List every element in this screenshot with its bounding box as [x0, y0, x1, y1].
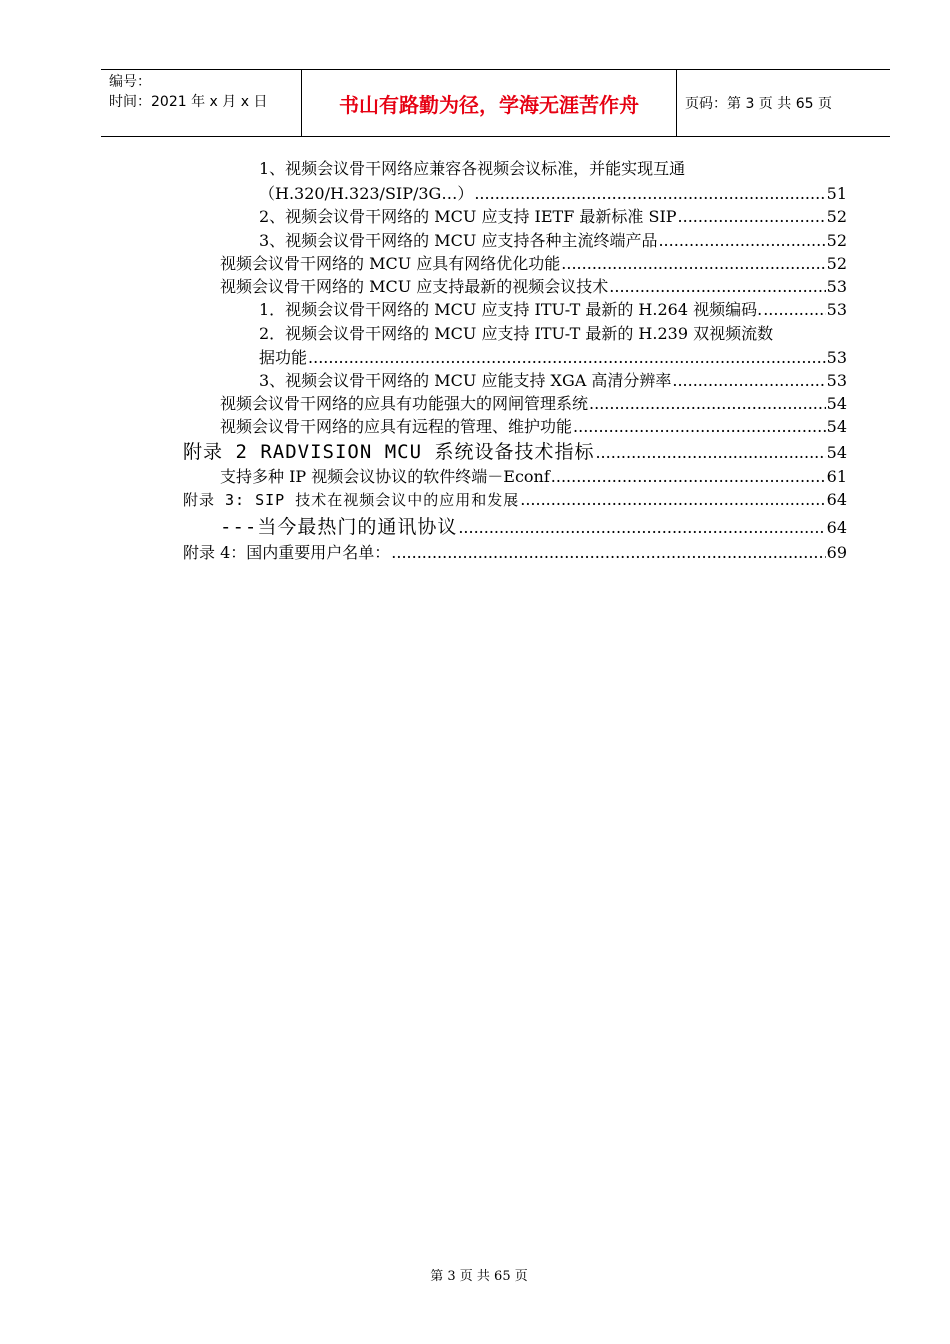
toc-entry-title: 1．视频会议骨干网络的 MCU 应支持 ITU-T 最新的 H.264 视频编码. — [259, 300, 763, 319]
footer-page-text: 第 3 页 共 65 页 — [430, 1269, 528, 1284]
toc-entry-title: 2、视频会议骨干网络的 MCU 应支持 IETF 最新标准 SIP — [259, 207, 677, 226]
toc-entry[interactable] — [259, 322, 847, 346]
toc-entry-title: 视频会议骨干网络的 MCU 应具有网络优化功能 — [220, 254, 561, 273]
page-header — [101, 69, 890, 137]
toc-entry-title: 视频会议骨干网络的 MCU 应支持最新的视频会议技术 — [220, 277, 609, 296]
toc-page-number: 53 — [826, 371, 847, 390]
toc-entry-title: 附录 3: SIP 技术在视频会议中的应用和发展 — [183, 491, 520, 509]
toc-leader-dots — [595, 441, 825, 465]
toc-page-number: 53 — [826, 348, 847, 367]
toc-entry-title: 附录 4：国内重要用户名单： — [183, 543, 391, 562]
toc-entry-title: 附录 2 RADVISION MCU 系统设备技术指标 — [183, 441, 595, 463]
toc-page-number: 53 — [826, 277, 847, 296]
toc-leader-dots — [672, 369, 825, 393]
toc-leader-dots — [551, 465, 826, 489]
toc-entry-title: 支持多种 IP 视频会议协议的软件终端－Econf — [220, 467, 550, 486]
toc-leader-dots — [589, 392, 826, 416]
toc-leader-dots — [763, 298, 825, 322]
toc-page-number: 54 — [826, 443, 847, 462]
toc-entry-title-continued: 据功能 — [259, 348, 308, 367]
toc-page-number: 52 — [826, 254, 847, 273]
toc-leader-dots — [474, 182, 825, 206]
toc-page-number: 53 — [826, 300, 847, 319]
toc-entry[interactable] — [259, 369, 847, 393]
toc-entry-title: 视频会议骨干网络的应具有功能强大的网闸管理系统 — [220, 394, 589, 413]
toc-entry-title: 1、视频会议骨干网络应兼容各视频会议标准，并能实现互通 — [259, 159, 686, 178]
toc-leader-dots — [561, 252, 825, 276]
toc-entry-title: 3、视频会议骨干网络的 MCU 应能支持 XGA 高清分辨率 — [259, 371, 672, 390]
toc-leader-dots — [658, 229, 825, 253]
toc-entry-title: ---当今最热门的通讯协议 — [220, 516, 458, 538]
toc-entry-title-continued: （H.320/H.323/SIP/3G…） — [259, 184, 474, 203]
toc-entry[interactable] — [183, 541, 847, 565]
toc-entry[interactable] — [259, 157, 769, 181]
time-label: 时间：2021 年 x 月 x 日 — [109, 94, 268, 110]
header-motto: 书山有路勤为径，学海无涯苦作舟 — [301, 70, 677, 136]
toc-entry[interactable] — [259, 229, 847, 253]
toc-entry[interactable] — [220, 252, 847, 276]
toc-leader-dots — [678, 205, 826, 229]
toc-page-number: 69 — [826, 543, 847, 562]
toc-leader-dots — [573, 415, 826, 439]
toc-leader-dots — [458, 516, 825, 540]
toc-page-number: 52 — [826, 231, 847, 250]
toc-entry[interactable] — [220, 465, 847, 489]
toc-entry[interactable] — [220, 515, 847, 539]
toc-entry[interactable] — [220, 392, 847, 416]
toc-entry-title: 2．视频会议骨干网络的 MCU 应支持 ITU-T 最新的 H.239 双视频流数 — [259, 324, 774, 343]
toc-page-number: 52 — [826, 207, 847, 226]
page-footer — [0, 1265, 950, 1284]
toc-page-number: 64 — [826, 518, 847, 537]
toc-page-number: 64 — [826, 490, 847, 509]
toc-leader-dots — [391, 541, 825, 565]
toc-entry-continuation[interactable] — [259, 346, 847, 370]
toc-entry[interactable] — [220, 415, 847, 439]
toc-leader-dots — [520, 488, 825, 512]
toc-entry[interactable] — [259, 298, 847, 322]
toc-page-number: 61 — [826, 467, 847, 486]
number-label: 编号： — [109, 74, 151, 90]
toc-leader-dots — [609, 275, 825, 299]
toc-entry-title: 视频会议骨干网络的应具有远程的管理、维护功能 — [220, 417, 573, 436]
toc-entry[interactable] — [183, 440, 847, 464]
header-meta — [101, 70, 301, 136]
toc-page-number: 51 — [826, 184, 847, 203]
toc-entry[interactable] — [259, 205, 847, 229]
toc-entry[interactable] — [220, 275, 847, 299]
toc-page-number: 54 — [826, 394, 847, 413]
toc-entry-title: 3、视频会议骨干网络的 MCU 应支持各种主流终端产品 — [259, 231, 658, 250]
toc-page-number: 54 — [826, 417, 847, 436]
toc-entry[interactable] — [183, 488, 847, 512]
header-page-label: 页码：第 3 页 共 65 页 — [685, 96, 832, 112]
toc-entry-continuation[interactable] — [259, 182, 847, 206]
toc-leader-dots — [308, 346, 826, 370]
